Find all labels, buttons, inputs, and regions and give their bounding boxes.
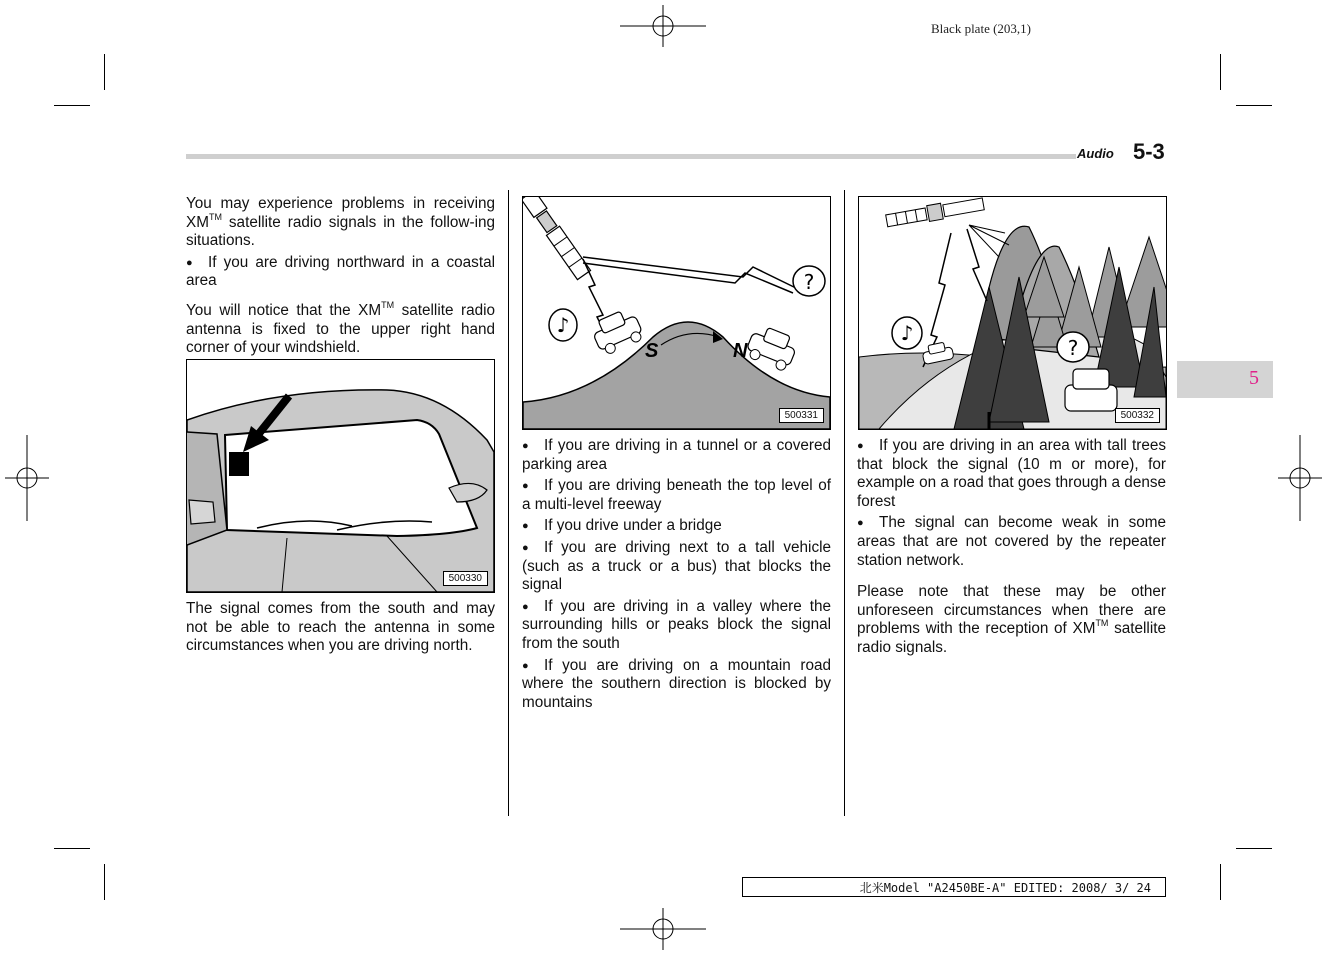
bullet-icon: ● [522,600,529,613]
registration-mark-bottom-icon [620,908,706,950]
figure-forest-signal [858,196,1167,430]
signal-paragraph: The signal comes from the south and may not be able to reach the antenna in some circumstances when you are driving north. [186,600,495,655]
edit-stamp: 北米Model "A2450BE-A" EDITED: 2008/ 3/ 24 [742,877,1166,897]
bullet-icon: ● [186,256,193,269]
column-3 [857,437,1166,658]
figure-windshield-antenna [186,359,495,593]
question-label: ? [1067,336,1079,360]
windshield-illustration [187,360,494,592]
chapter-tab-label: 5 [1249,367,1259,389]
bullet-icon: ● [522,440,529,452]
crop-mark [1236,105,1272,106]
list-item: ● If you are driving on a mountain road where the southern direction is blocked by mountains [522,656,831,711]
music-note-icon: ♪ [556,313,570,337]
figure-number: 500331 [779,408,824,423]
bullet-icon: ● [522,541,529,554]
figure-number: 500332 [1115,408,1160,423]
crop-mark [104,864,105,900]
list-item: ● If you are driving beneath the top level of a multi-level freeway [522,477,831,513]
question-label: ? [803,270,815,294]
list-item: ● If you are driving in a tunnel or a covered parking area [522,437,831,473]
column-divider [844,190,845,816]
list-item: ● If you are driving in a valley where the surrounding hills or peaks block the signal from the south [522,597,831,652]
music-note-icon: ♪ [900,321,914,345]
forest-illustration [859,197,1166,429]
antenna-paragraph: You will notice that the XM™ satellite radio antenna is fixed to the upper right hand corner of your windshield. [186,299,495,357]
south-label: S [645,340,659,362]
mountain-illustration [523,197,830,429]
bullet-icon: ● [857,517,864,530]
bullet-icon: ● [522,659,529,672]
antenna-marker [229,452,249,476]
crop-mark [104,54,105,90]
intro-paragraph: You may experience problems in receiving XM™ satellite radio signals in the follow-ing situations. [186,195,495,250]
list-item: ● If you are driving in an area with tall trees that block the signal (10 m or more), for example on a road that goes through a dense forest [857,437,1166,510]
figure-number: 500330 [443,571,488,586]
bullet-icon: ● [857,440,864,452]
list-item: ● If you drive under a bridge [522,517,722,535]
page-number: 5-3 [1133,139,1165,164]
header-bar [186,154,1076,159]
section-title: Audio [1077,146,1114,161]
list-item: ● If you are driving northward in a coastal area [186,253,495,290]
registration-mark-top-icon [620,5,706,47]
note-paragraph: Please note that these may be other unforeseen circumstances when there are problems with the reception of XM™ satellite radio signals. [857,583,1166,656]
north-label: N [733,340,748,362]
column-1-lower [186,600,495,656]
plate-label: Black plate (203,1) [931,21,1031,36]
list-item: ● If you are driving next to a tall vehicle (such as a truck or a bus) that blocks the signal [522,538,831,594]
column-2 [522,437,831,712]
chapter-tab[interactable] [1177,361,1273,398]
column-divider [508,190,509,816]
crop-mark [1220,864,1221,900]
crop-mark [1220,54,1221,90]
column-1 [186,195,495,358]
figure-mountain-signal [522,196,831,430]
bullet-icon: ● [522,480,529,493]
bullet-icon: ● [522,520,529,533]
crop-mark [54,105,90,106]
crop-mark [1236,848,1272,849]
crop-mark [54,848,90,849]
registration-mark-right-icon [1278,435,1322,521]
registration-mark-left-icon [5,435,49,521]
list-item: ● The signal can become weak in some areas that are not covered by the repeater station network. [857,514,1166,569]
